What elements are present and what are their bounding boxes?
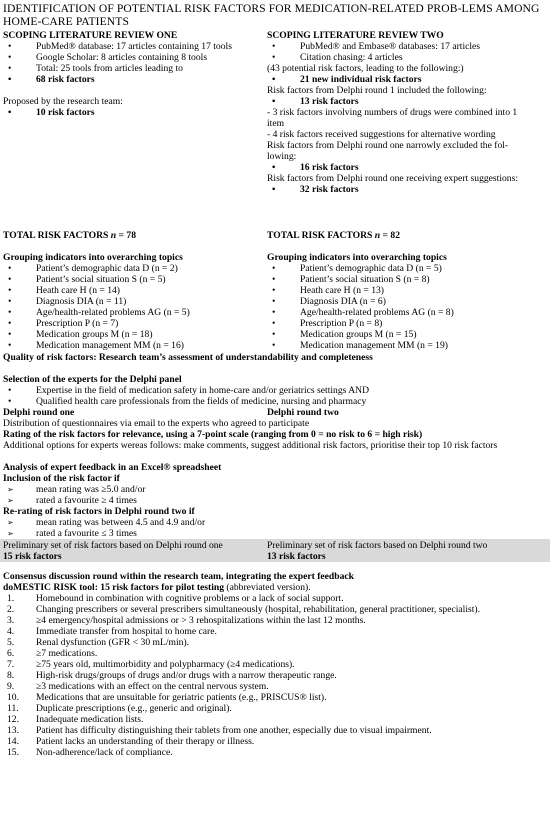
right-group-item: • Medication management MM (n = 19) [267, 340, 549, 351]
right-group-item: • Diagnosis DIA (n = 6) [267, 296, 549, 307]
review-two-line: - 4 risk factors received suggestions for alternative wording [267, 129, 496, 140]
final-tool-section [3, 571, 548, 758]
preliminary-round-one [3, 540, 265, 562]
final-list-item: 4. Immediate transfer from hospital to home care. [7, 626, 217, 637]
review-one-item: • Google Scholar: 8 articles containing 8 tools [3, 52, 265, 63]
review-two-item: • Citation chasing: 4 articles [267, 52, 549, 63]
consensus-heading: Consensus discussion round within the research team, integrating the expert feedback [3, 571, 354, 582]
tool-heading [3, 582, 548, 593]
left-group-item: • Prescription P (n = 7) [3, 318, 265, 329]
final-list-item: 1. Homebound in combination with cognitive problems or a lack of social support. [7, 593, 344, 604]
review-two-count: • 32 risk factors [267, 184, 549, 195]
selection-section [3, 374, 548, 407]
review-two-count: • 21 new individual risk factors [267, 74, 549, 85]
left-group-item: • Medication groups M (n = 18) [3, 329, 265, 340]
left-group-heading: Grouping indicators into overarching topics [3, 252, 183, 263]
review-one-item: • Total: 25 tools from articles leading to [3, 63, 265, 74]
review-two-item: • PubMed® and Embase® databases: 17 articles [267, 41, 549, 52]
final-list-item: 6. ≥7 medications. [7, 648, 98, 659]
selection-item: • Expertise in the field of medication safety in home-care and/or geriatrics settings AND [3, 385, 548, 396]
review-two-line: Risk factors from Delphi round 1 included the following: [267, 85, 487, 96]
right-group-item: • Patient’s demographic data D (n = 5) [267, 263, 549, 274]
review-two-count: • 16 risk factors [267, 162, 549, 173]
preliminary-one-label: Preliminary set of risk factors based on Delphi round one [3, 540, 223, 551]
right-group-item: • Age/health-related problems AG (n = 8) [267, 307, 549, 318]
final-list-item: 5. Renal dysfunction (GFR < 30 mL/min). [7, 637, 190, 648]
final-list-item: 3. ≥4 emergency/hospital admissions or > 3 rehospitalizations within the last 12 months. [7, 615, 366, 626]
analysis-section [3, 462, 548, 539]
distribution-text: Distribution of questionnaires via email to the experts who agreed to participate [3, 418, 310, 429]
review-one-item: • 68 risk factors [3, 74, 265, 85]
delphi-round-two-label: Delphi round two [267, 407, 339, 418]
proposed-item: • 10 risk factors [3, 107, 265, 118]
left-group-item: • Diagnosis DIA (n = 11) [3, 296, 265, 307]
right-group-item: • Prescription P (n = 8) [267, 318, 549, 329]
rerating-item: ➢ rated a favourite ≤ 3 times [3, 528, 548, 539]
page-title: IDENTIFICATION OF POTENTIAL RISK FACTORS FOR MEDICATION-RELATED PROB-LEMS AMONG HOME-CARE PATIENTS [3, 2, 540, 28]
review-one-column [3, 30, 265, 118]
review-two-line: item [267, 118, 285, 129]
inclusion-item: ➢ rated a favourite ≥ 4 times [3, 495, 548, 506]
tool-heading-bold: doMESTIC RISK tool: 15 risk factors for pilot testing [3, 582, 225, 593]
preliminary-two-value: 13 risk factors [267, 551, 326, 562]
selection-heading: Selection of the experts for the Delphi panel [3, 374, 182, 385]
review-two-heading: SCOPING LITERATURE REVIEW TWO [267, 30, 444, 41]
right-groups [267, 252, 549, 351]
review-two-line: lowing: [267, 151, 297, 162]
right-total: TOTAL RISK FACTORS n = 82 [267, 230, 400, 241]
final-list-item: 12. Inadequate medication lists. [7, 714, 144, 725]
proposed-label: Proposed by the research team: [3, 96, 123, 107]
rerating-item: ➢ mean rating was between 4.5 and 4.9 and/or [3, 517, 548, 528]
review-one-item: • PubMed® database: 17 articles containing 17 tools [3, 41, 265, 52]
left-group-item: • Patient’s social situation S (n = 5) [3, 274, 265, 285]
left-group-item: • Patient’s demographic data D (n = 2) [3, 263, 265, 274]
inclusion-item: ➢ mean rating was ≥5.0 and/or [3, 484, 548, 495]
right-group-item: • Heath care H (n = 13) [267, 285, 549, 296]
additional-options-text: Additional options for experts wereas follows: make comments, suggest additional risk factors, prioritise their top 10 risk factors [3, 440, 498, 451]
preliminary-round-two [267, 540, 549, 562]
left-group-item: • Age/health-related problems AG (n = 5) [3, 307, 265, 318]
final-list-item: 13. Patient has difficulty distinguishing their tablets from one another, especially due to visual impairment. [7, 725, 432, 736]
right-group-heading: Grouping indicators into overarching topics [267, 252, 447, 263]
review-two-line: Risk factors from Delphi round one narrowly excluded the fol- [267, 140, 509, 151]
review-two-line: (43 potential risk factors, leading to the following:) [267, 63, 464, 74]
final-list-item: 10. Medications that are unsuitable for geriatric patients (e.g., PRISCUS® list). [7, 692, 327, 703]
right-group-item: • Patient’s social situation S (n = 8) [267, 274, 549, 285]
delphi-round-one-label: Delphi round one [3, 407, 75, 418]
selection-item: • Qualified health care professionals from the fields of medicine, nursing and pharmacy [3, 396, 548, 407]
delphi-description [3, 418, 548, 451]
left-groups [3, 252, 265, 351]
preliminary-one-value: 15 risk factors [3, 551, 62, 562]
final-list-item: 14. Patient lacks an understanding of their therapy or illness. [7, 736, 255, 747]
review-two-count: • 13 risk factors [267, 96, 549, 107]
tool-heading-rest: (abbreviated version). [224, 582, 311, 593]
review-two-column [267, 30, 549, 195]
final-list-item: 7. ≥75 years old, multimorbidity and polypharmacy (≥4 medications). [7, 659, 295, 670]
final-list-item: 2. Changing prescribers or several prescribers simultaneously (hospital, rehabilitation, general practitioner, specialist). [7, 604, 480, 615]
left-total: TOTAL RISK FACTORS n = 78 [3, 230, 136, 241]
rating-text: Rating of the risk factors for relevance, using a 7-point scale (ranging from 0 = no risk to 6 = high risk) [3, 429, 423, 440]
rerating-heading: Re-rating of risk factors in Delphi round two if [3, 506, 195, 517]
final-list-item: 11. Duplicate prescriptions (e.g., generic and original). [7, 703, 232, 714]
left-group-item: • Medication management MM (n = 16) [3, 340, 265, 351]
final-list-item: 9. ≥3 medications with an effect on the central nervous system. [7, 681, 269, 692]
left-group-item: • Heath care H (n = 14) [3, 285, 265, 296]
final-list-item: 15. Non-adherence/lack of compliance. [7, 747, 173, 758]
quality-heading: Quality of risk factors: Research team’s assessment of understandability and completeness [3, 352, 373, 363]
preliminary-two-label: Preliminary set of risk factors based on Delphi round two [267, 540, 488, 551]
analysis-heading: Analysis of expert feedback in an Excel® spreadsheet [3, 462, 222, 473]
inclusion-heading: Inclusion of the risk factor if [3, 473, 120, 484]
review-two-line: - 3 risk factors involving numbers of drugs were combined into 1 [267, 107, 518, 118]
final-list-item: 8. High-risk drugs/groups of drugs and/or drugs with a narrow therapeutic range. [7, 670, 337, 681]
review-two-line: Risk factors from Delphi round one receiving expert suggestions: [267, 173, 518, 184]
review-one-heading: SCOPING LITERATURE REVIEW ONE [3, 30, 178, 41]
right-group-item: • Medication groups M (n = 15) [267, 329, 549, 340]
